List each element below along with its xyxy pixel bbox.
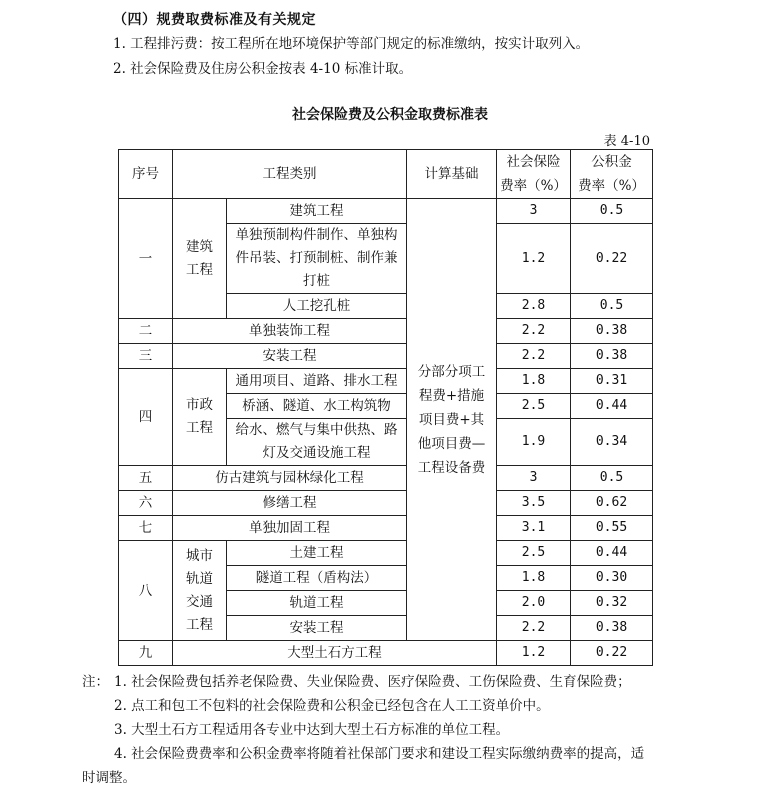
header-basis: 计算基础	[407, 150, 497, 199]
note-text: 1. 社会保险费包括养老保险费、失业保险费、医疗保险费、工伤保险费、生育保险费；	[114, 674, 631, 690]
header-seq: 序号	[119, 150, 173, 199]
fund-rate-cell: 0.38	[571, 319, 653, 344]
header-fund-rate-line2: 费率（%）	[578, 178, 645, 194]
header-fund-rate-line1: 公积金	[591, 154, 632, 170]
social-rate-cell: 2.0	[497, 591, 571, 616]
fund-rate-cell: 0.5	[571, 466, 653, 491]
notes-section	[82, 670, 702, 790]
social-rate-cell: 3	[497, 466, 571, 491]
category-cell: 建筑工程	[227, 199, 407, 224]
header-social-rate-line2: 费率（%）	[500, 178, 567, 194]
category-cell: 安装工程	[173, 344, 407, 369]
category-cell: 隧道工程（盾构法）	[227, 566, 407, 591]
category-cell: 单独加固工程	[173, 516, 407, 541]
category-cell	[227, 224, 407, 294]
fund-rate-cell: 0.30	[571, 566, 653, 591]
seq-cell: 六	[119, 491, 173, 516]
table-row	[119, 344, 653, 369]
fund-rate-cell: 0.22	[571, 224, 653, 294]
seq-cell: 三	[119, 344, 173, 369]
social-rate-cell: 2.2	[497, 344, 571, 369]
group-cell	[173, 369, 227, 466]
table-row	[119, 199, 653, 224]
seq-cell: 八	[119, 541, 173, 641]
social-rate-cell: 1.2	[497, 641, 571, 666]
group-line: 城市	[186, 547, 213, 564]
header-social-rate-line1: 社会保险	[506, 154, 561, 170]
table-row	[119, 491, 653, 516]
social-rate-cell: 3.1	[497, 516, 571, 541]
section-heading: （四）规费取费标准及有关规定	[113, 12, 316, 28]
group-cell	[173, 541, 227, 641]
category-cell: 大型土石方工程	[173, 641, 497, 666]
category-cell: 修缮工程	[173, 491, 407, 516]
note-item-continuation: 时调整。	[82, 770, 136, 786]
header-fund-rate	[571, 150, 653, 199]
social-rate-cell: 1.9	[497, 419, 571, 466]
category-cell	[227, 419, 407, 466]
group-line: 工程	[186, 616, 213, 633]
header-category: 工程类别	[173, 150, 407, 199]
paragraph-pollution-fee: 1. 工程排污费：按工程所在地环境保护等部门规定的标准缴纳，按实计取列入。	[113, 36, 590, 52]
basis-cell	[407, 199, 497, 641]
note-text: 2. 点工和包工不包料的社会保险费和公积金已经包含在人工工资单价中。	[114, 698, 550, 714]
category-line: 打桩	[303, 273, 330, 289]
table-row	[119, 319, 653, 344]
category-cell: 桥涵、隧道、水工构筑物	[227, 394, 407, 419]
table-number: 表 4-10	[603, 134, 650, 149]
social-rate-cell: 1.2	[497, 224, 571, 294]
note-item	[82, 718, 702, 742]
category-cell: 轨道工程	[227, 591, 407, 616]
table-row	[119, 541, 653, 566]
table-row	[119, 369, 653, 394]
fund-rate-cell: 0.44	[571, 394, 653, 419]
table-row	[119, 641, 653, 666]
table-title: 社会保险费及公积金取费标准表	[292, 107, 488, 123]
note-text: 3. 大型土石方工程适用各专业中达到大型土石方标准的单位工程。	[114, 722, 510, 738]
group-cell	[173, 199, 227, 319]
category-cell: 土建工程	[227, 541, 407, 566]
table-row	[119, 466, 653, 491]
fund-rate-cell: 0.44	[571, 541, 653, 566]
basis-line: 程费+措施	[418, 387, 485, 404]
seq-cell: 五	[119, 466, 173, 491]
note-item	[82, 694, 702, 718]
note-item	[82, 742, 702, 766]
fund-rate-cell: 0.34	[571, 419, 653, 466]
fund-rate-cell: 0.5	[571, 199, 653, 224]
category-line: 给水、燃气与集中供热、路	[235, 422, 398, 438]
fund-rate-cell: 0.31	[571, 369, 653, 394]
basis-line: 工程设备费	[417, 459, 486, 476]
table-header-row	[119, 150, 653, 199]
social-rate-cell: 2.2	[497, 319, 571, 344]
group-line: 工程	[186, 261, 213, 278]
basis-line: 他项目费—	[417, 435, 486, 452]
category-cell: 仿古建筑与园林绿化工程	[173, 466, 407, 491]
fund-rate-cell: 0.5	[571, 294, 653, 319]
note-item	[82, 670, 702, 694]
social-rate-cell: 2.5	[497, 394, 571, 419]
group-line: 建筑	[186, 238, 213, 255]
social-rate-cell: 2.2	[497, 616, 571, 641]
fund-rate-cell: 0.38	[571, 344, 653, 369]
group-line: 工程	[186, 420, 213, 436]
group-line: 交通	[186, 593, 213, 610]
social-rate-cell: 1.8	[497, 369, 571, 394]
social-rate-cell: 3	[497, 199, 571, 224]
fund-rate-cell: 0.38	[571, 616, 653, 641]
category-line: 单独预制构件制作、单独构	[235, 227, 398, 243]
paragraph-social-insurance: 2. 社会保险费及住房公积金按表 4-10 标准计取。	[113, 61, 413, 77]
category-cell: 安装工程	[227, 616, 407, 641]
category-cell: 通用项目、道路、排水工程	[227, 369, 407, 394]
social-rate-cell: 2.5	[497, 541, 571, 566]
social-rate-cell: 1.8	[497, 566, 571, 591]
fee-rate-table	[118, 149, 653, 666]
seq-cell: 九	[119, 641, 173, 666]
category-cell: 单独装饰工程	[173, 319, 407, 344]
social-rate-cell: 3.5	[497, 491, 571, 516]
category-cell: 人工挖孔桩	[227, 294, 407, 319]
seq-cell: 一	[119, 199, 173, 319]
seq-cell: 七	[119, 516, 173, 541]
fund-rate-cell: 0.62	[571, 491, 653, 516]
fund-rate-cell: 0.32	[571, 591, 653, 616]
header-social-rate	[497, 150, 571, 199]
social-rate-cell: 2.8	[497, 294, 571, 319]
basis-line: 项目费+其	[418, 411, 485, 428]
note-text: 4. 社会保险费费率和公积金费率将随着社保部门要求和建设工程实际缴纳费率的提高，适	[114, 746, 645, 762]
fund-rate-cell: 0.22	[571, 641, 653, 666]
category-line: 件吊装、打预制桩、制作兼	[235, 250, 398, 266]
note-prefix: 注：	[82, 674, 109, 690]
fund-rate-cell: 0.55	[571, 516, 653, 541]
group-line: 市政	[186, 397, 213, 413]
category-line: 灯及交通设施工程	[262, 445, 371, 461]
group-line: 轨道	[186, 570, 213, 587]
basis-line: 分部分项工	[417, 363, 486, 380]
seq-cell: 四	[119, 369, 173, 466]
table-row	[119, 516, 653, 541]
seq-cell: 二	[119, 319, 173, 344]
